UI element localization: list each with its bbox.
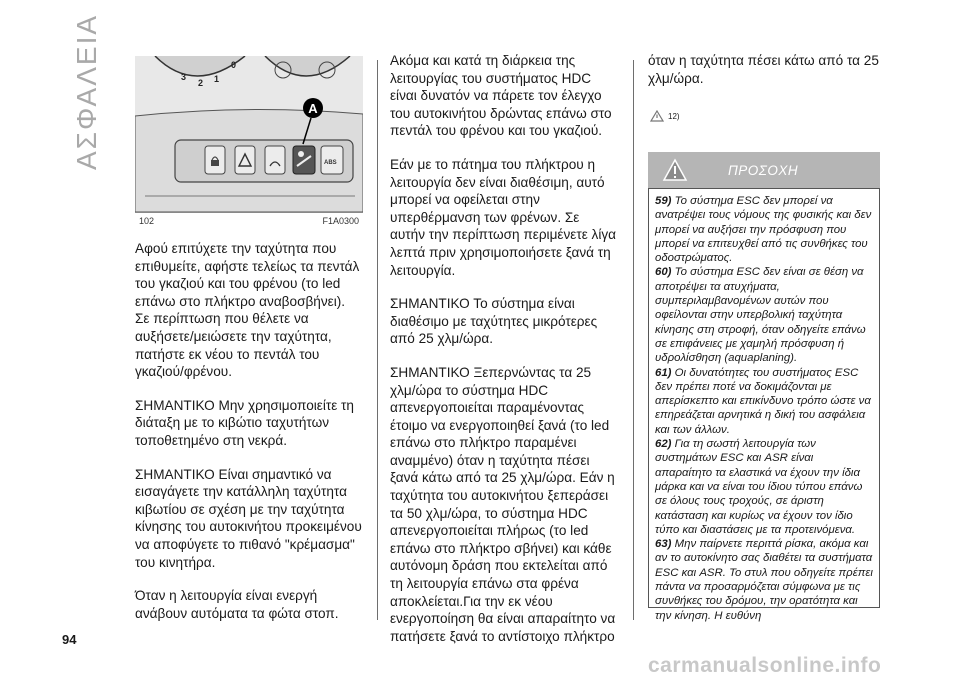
paragraph: ΣΗΜΑΝΤΙΚΟ Ξεπερνώντας τα 25 χλμ/ώρα το σύστημα HDC απενεργοποιείται παραμένοντας έτοιμο να ενεργοποιηθεί ξανά (το led επάνω στο πλήκτρο παραμένει αναμμένο) όταν η ταχύτητα πέσει ξανά κάτω από τα 25 χλμ/ώρα. Εάν η ταχύτητα του αυτοκινήτου ξεπεράσει τα 50 χλμ/ώρα, το σύστημα HDC απενεργοποιείται πλήρως (το led επάνω στο πλήκτρο σβήνει) και κάθε αυτόνομη δράση που εκτελείται από τη λειτουργία επάνω στα φρένα αποκλείεται.Για την εκ νέου ενεργοποίηση θα είναι απαραίτητο να πατήσετε ξανά το αντίστοιχο πλήκτρο (390, 364, 616, 644)
dial-digit: 3 (181, 72, 187, 82)
warning-triangle-icon (662, 158, 688, 182)
reference-note (648, 108, 728, 126)
caution-number: 59) (655, 195, 672, 207)
caution-item (655, 265, 873, 365)
reference-label: 12) (668, 112, 680, 121)
caution-header (648, 152, 880, 188)
callout-letter: A (308, 101, 318, 116)
dial-digit: 1 (214, 74, 220, 84)
dashboard-figure (135, 56, 363, 212)
column-3 (648, 52, 880, 103)
caution-text: Το σύστημα ESC δεν μπορεί να ανατρέψει τους νόμους της φυσικής και δεν μπορεί να αυξήσει την πρόσφυση που μπορεί να επιτευχθεί από τις συνθήκες του οδοστρώματος. (655, 195, 872, 265)
page-number: 94 (62, 632, 77, 647)
column-divider (633, 60, 634, 620)
caution-item (655, 537, 873, 623)
caution-text: Για τη σωστή λειτουργία των συστημάτων ESC και ASR είναι απαραίτητο τα ελαστικά να έχουν την ίδια μάρκα και να είναι του ίδιου τύπου επάνω σε όλους τους τροχούς, σε άριστη κατάσταση και κυρίως να έχουν τον ίδιο τύπο και διαστάσεις με τα προτεινόμενα. (655, 438, 863, 536)
figure-code: F1A0300 (322, 216, 359, 226)
caution-item (655, 366, 873, 437)
figure-number: 102 (139, 216, 155, 226)
column-divider (377, 60, 378, 620)
figure-caption (135, 214, 363, 228)
caution-text: Το σύστημα ESC δεν είναι σε θέση να αποτρέψει τα ατυχήματα, συμπεριλαμβανομένων αυτών που οφείλονται στην υπερβολική ταχύτητα κίνησης στη στροφή, όταν οδηγείτε επάνω σε επιφάνειες με χαμηλή πρόσφυση ή υδρολίσθηση (aquaplaning). (655, 266, 866, 365)
paragraph: Αφού επιτύχετε την ταχύτητα που επιθυμείτε, αφήστε τελείως τα πεντάλ του γκαζιού και του φρένου (το led επάνω στο πλήκτρο αναβοσβήνει). Σε περίπτωση που θέλετε να αυξήσετε/μειώσετε την ταχύτητα, πατήστε εκ νέου το πεντάλ του γκαζιού/φρένου. (135, 241, 360, 380)
section-title: ΑΣΦΑΛΕΙΑ (71, 13, 102, 170)
figure-rule (135, 212, 363, 213)
caution-text: Μην παίρνετε περιττά ρίσκα, ακόμα και αν το αυτοκίνητο σας διαθέτει τα συστήματα ESC και ASR. Το στυλ που οδηγείτε πρέπει πάντα να προσαρμόζεται σύμφωνα με τις συνθήκες του δρόμου, την ορατότητα και την κίνηση. Η ευθύνη (655, 538, 873, 622)
caution-item (655, 437, 873, 537)
dashboard-illustration (135, 56, 363, 212)
lock-icon (211, 160, 219, 166)
dial-digit: 2 (198, 78, 204, 88)
dial-digit: 0 (231, 60, 237, 70)
caution-text: Οι δυνατότητες του συστήματος ESC δεν πρέπει ποτέ να δοκιμάζονται με απερίσκεπτο και επικίνδυνο τρόπο ώστε να επηρεάζεται αρνητικά η δική του ασφάλεια και των άλλων. (655, 366, 871, 436)
column-2 (390, 52, 618, 661)
caution-item (655, 194, 873, 265)
column-1 (135, 240, 363, 638)
paragraph: όταν η ταχύτητα πέσει κάτω από τα 25 χλμ/ώρα. (648, 53, 879, 86)
caution-box (648, 188, 880, 622)
paragraph: Εάν με το πάτημα του πλήκτρου η λειτουργία δεν είναι διαθέσιμη, αυτό μπορεί να οφείλεται στην υπερθέρμανση των φρένων. Σε αυτήν την περίπτωση περιμένετε λίγα λεπτά πριν χρησιμοποιήσετε ξανά τη λειτουργία. (390, 156, 617, 278)
caution-title: ΠΡΟΣΟΧΗ (728, 163, 799, 178)
abs-button-label: ABS (324, 160, 337, 166)
watermark: carmanualsonline.info (648, 654, 882, 677)
warning-triangle-icon (650, 110, 664, 122)
paragraph: ΣΗΜΑΝΤΙΚΟ Είναι σημαντικό να εισαγάγετε την κατάλληλη ταχύτητα κιβωτίου σε σχέση με την ταχύτητα κίνησης του αυτοκινήτου προκειμένου να αποφύγετε το πιθανό "κρέμασμα" του κινητήρα. (135, 466, 362, 570)
paragraph: Όταν η λειτουργία είναι ενεργή ανάβουν αυτόματα τα φώτα στοπ. (135, 588, 339, 621)
paragraph: ΣΗΜΑΝΤΙΚΟ Μην χρησιμοποιείτε τη διάταξη με το κιβώτιο ταχυτήτων τοποθετημένο στη νεκρά. (135, 397, 354, 448)
caution-number: 62) (655, 438, 672, 451)
caution-number: 61) (655, 366, 672, 379)
paragraph: ΣΗΜΑΝΤΙΚΟ Το σύστημα είναι διαθέσιμο με ταχύτητες μικρότερες από 25 χλμ/ώρα. (390, 296, 598, 347)
paragraph: Ακόμα και κατά τη διάρκεια της λειτουργίας του συστήματος HDC είναι δυνατόν να πάρετε τον έλεγχο του αυτοκινήτου δρώντας επάνω στο πεντάλ του φρένου και του γκαζιού. (390, 53, 612, 139)
caution-number: 63) (655, 538, 672, 551)
caution-number: 60) (655, 266, 672, 279)
